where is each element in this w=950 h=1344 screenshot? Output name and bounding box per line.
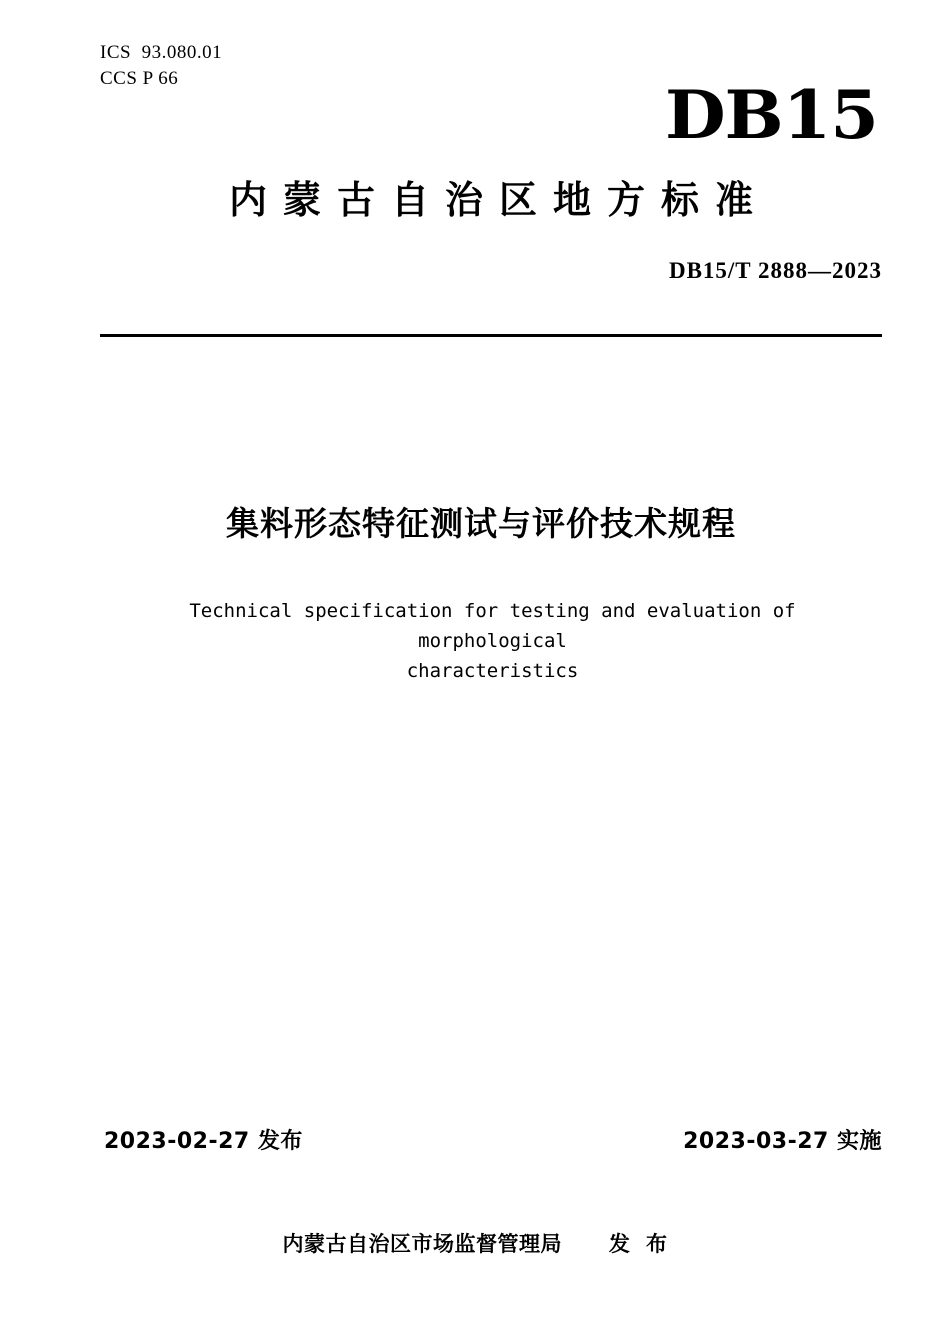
document-title-chinese: 集料形态特征测试与评价技术规程 [226,504,736,543]
document-title-english [110,596,875,686]
effective-date: 2023-03-27 实施 [683,1129,882,1154]
standard-number: DB15/T 2888—2023 [668,258,882,283]
classification-codes [100,40,222,92]
document-title-english-line2: characteristics [406,660,579,682]
dates-row [104,1124,882,1155]
db15-logo: DB15 [665,76,878,154]
standard-authority-title: 内蒙古自治区地方标准 [228,178,769,222]
ics-code: ICS 93.080.01 [100,42,223,63]
publisher-line: 内蒙古自治区市场监督管理局 发 布 [282,1232,668,1256]
document-title-english-line1: Technical specification for testing and evaluation of morphological [189,600,796,652]
header-divider [100,334,882,337]
ccs-code: CCS P 66 [100,68,179,89]
issue-date: 2023-02-27 发布 [104,1129,303,1154]
